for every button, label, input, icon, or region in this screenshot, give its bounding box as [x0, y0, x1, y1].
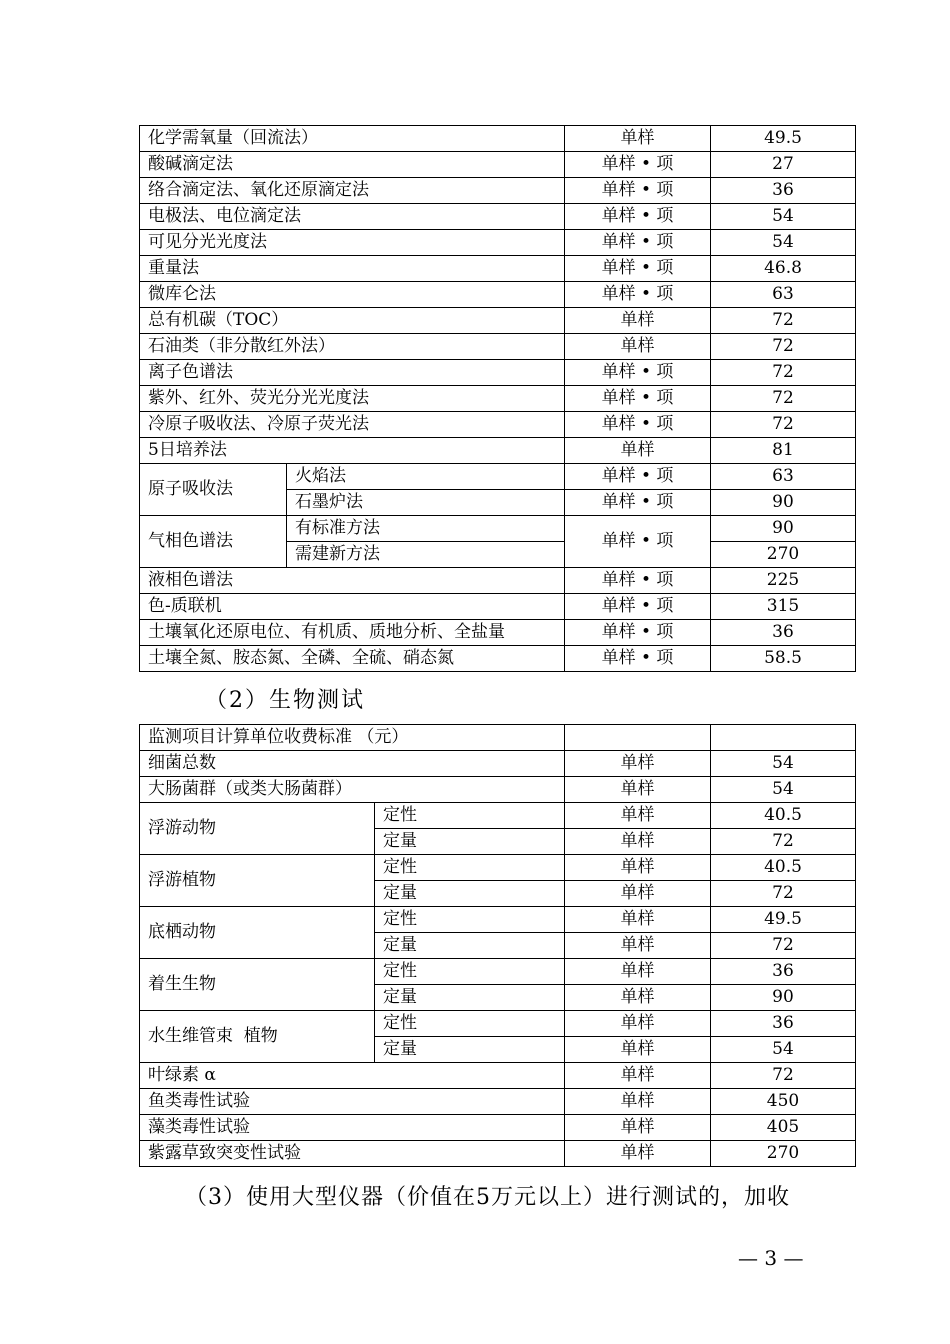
- table-row: [140, 438, 856, 464]
- group-label: 浮游动物: [140, 803, 375, 855]
- unit-cell: 单样 • 项: [565, 594, 711, 620]
- empty-cell: [711, 725, 856, 751]
- price-cell: 54: [711, 751, 856, 777]
- table-row: [140, 126, 856, 152]
- unit-cell: 单样: [565, 959, 711, 985]
- table-row: [140, 516, 856, 542]
- unit-cell: 单样: [565, 1115, 711, 1141]
- gc-group-label: 气相色谱法: [140, 516, 287, 568]
- price-cell: 72: [711, 1063, 856, 1089]
- table-header-row: [140, 725, 856, 751]
- table-row: [140, 959, 856, 985]
- sub-type-cell: 定量: [375, 985, 565, 1011]
- unit-cell: 单样: [565, 1089, 711, 1115]
- unit-cell: 单样 • 项: [565, 490, 711, 516]
- price-cell: 27: [711, 152, 856, 178]
- table-row: [140, 230, 856, 256]
- chemical-fee-table-body: [140, 126, 856, 672]
- table-row: [140, 620, 856, 646]
- price-cell: 40.5: [711, 803, 856, 829]
- unit-cell: 单样: [565, 126, 711, 152]
- unit-cell: 单样 • 项: [565, 178, 711, 204]
- price-cell: 405: [711, 1115, 856, 1141]
- unit-cell: 单样 • 项: [565, 360, 711, 386]
- price-cell: 72: [711, 412, 856, 438]
- price-cell: 54: [711, 204, 856, 230]
- aas-sub-method: 石墨炉法: [287, 490, 565, 516]
- price-cell: 72: [711, 881, 856, 907]
- method-cell: 紫外、红外、荧光分光光度法: [140, 386, 565, 412]
- group-label: 水生维管束 植物: [140, 1011, 375, 1063]
- table-row: [140, 777, 856, 803]
- price-cell: 270: [711, 542, 856, 568]
- item-cell: 叶绿素 α: [140, 1063, 565, 1089]
- gc-sub-method: 需建新方法: [287, 542, 565, 568]
- price-cell: 54: [711, 1037, 856, 1063]
- price-cell: 36: [711, 620, 856, 646]
- group-label: 着生生物: [140, 959, 375, 1011]
- unit-cell: 单样 • 项: [565, 282, 711, 308]
- table-row: [140, 1115, 856, 1141]
- method-cell: 石油类（非分散红外法）: [140, 334, 565, 360]
- method-cell: 络合滴定法、氧化还原滴定法: [140, 178, 565, 204]
- price-cell: 450: [711, 1089, 856, 1115]
- unit-cell: 单样: [565, 777, 711, 803]
- bio-test-fee-table-body: [140, 725, 856, 1167]
- price-cell: 46.8: [711, 256, 856, 282]
- unit-cell: 单样: [565, 803, 711, 829]
- item-cell: 大肠菌群（或类大肠菌群）: [140, 777, 565, 803]
- method-cell: 电极法、电位滴定法: [140, 204, 565, 230]
- table-row: [140, 751, 856, 777]
- table-row: [140, 412, 856, 438]
- chemical-fee-table: [139, 125, 856, 672]
- table-row: [140, 1141, 856, 1167]
- price-cell: 36: [711, 178, 856, 204]
- table-header: 监测项目计算单位收费标准 （元）: [140, 725, 565, 751]
- table-row: [140, 568, 856, 594]
- unit-cell: 单样 • 项: [565, 412, 711, 438]
- unit-cell: 单样 • 项: [565, 646, 711, 672]
- item-cell: 鱼类毒性试验: [140, 1089, 565, 1115]
- table-row: [140, 178, 856, 204]
- unit-cell: 单样 • 项: [565, 256, 711, 282]
- table-row: [140, 855, 856, 881]
- table-row: [140, 308, 856, 334]
- sub-type-cell: 定性: [375, 1011, 565, 1037]
- unit-cell: 单样: [565, 308, 711, 334]
- price-cell: 315: [711, 594, 856, 620]
- method-cell: 冷原子吸收法、冷原子荧光法: [140, 412, 565, 438]
- page-number: — 3 —: [738, 1246, 804, 1270]
- price-cell: 40.5: [711, 855, 856, 881]
- unit-cell: 单样: [565, 829, 711, 855]
- price-cell: 72: [711, 308, 856, 334]
- unit-cell: 单样 • 项: [565, 230, 711, 256]
- sub-type-cell: 定性: [375, 907, 565, 933]
- item-cell: 紫露草致突变性试验: [140, 1141, 565, 1167]
- price-cell: 90: [711, 490, 856, 516]
- sub-type-cell: 定量: [375, 881, 565, 907]
- unit-cell: 单样 • 项: [565, 620, 711, 646]
- method-cell: 总有机碳（TOC）: [140, 308, 565, 334]
- table-row: [140, 1089, 856, 1115]
- table-row: [140, 803, 856, 829]
- price-cell: 49.5: [711, 907, 856, 933]
- unit-cell: 单样: [565, 881, 711, 907]
- price-cell: 72: [711, 360, 856, 386]
- table-row: [140, 256, 856, 282]
- price-cell: 225: [711, 568, 856, 594]
- price-cell: 58.5: [711, 646, 856, 672]
- table-row: [140, 204, 856, 230]
- table-row: [140, 386, 856, 412]
- method-cell: 土壤全氮、胺态氮、全磷、全硫、硝态氮: [140, 646, 565, 672]
- price-cell: 54: [711, 230, 856, 256]
- sub-type-cell: 定性: [375, 803, 565, 829]
- unit-cell: 单样: [565, 1141, 711, 1167]
- sub-type-cell: 定性: [375, 855, 565, 881]
- unit-cell: 单样: [565, 985, 711, 1011]
- price-cell: 63: [711, 282, 856, 308]
- sub-type-cell: 定量: [375, 1037, 565, 1063]
- unit-cell: 单样 • 项: [565, 386, 711, 412]
- gc-sub-method: 有标准方法: [287, 516, 565, 542]
- table-row: [140, 152, 856, 178]
- table-row: [140, 907, 856, 933]
- method-cell: 微库仑法: [140, 282, 565, 308]
- group-label: 底栖动物: [140, 907, 375, 959]
- table-row: [140, 464, 856, 490]
- price-cell: 90: [711, 985, 856, 1011]
- paragraph-large-instrument: （3）使用大型仪器（价值在5万元以上）进行测试的，加收: [185, 1185, 790, 1210]
- unit-cell: 单样: [565, 907, 711, 933]
- method-cell: 液相色谱法: [140, 568, 565, 594]
- sub-type-cell: 定量: [375, 829, 565, 855]
- table-row: [140, 360, 856, 386]
- price-cell: 63: [711, 464, 856, 490]
- sub-type-cell: 定性: [375, 959, 565, 985]
- price-cell: 72: [711, 386, 856, 412]
- price-cell: 49.5: [711, 126, 856, 152]
- table-row: [140, 594, 856, 620]
- aas-group-label: 原子吸收法: [140, 464, 287, 516]
- price-cell: 90: [711, 516, 856, 542]
- group-label: 浮游植物: [140, 855, 375, 907]
- price-cell: 72: [711, 334, 856, 360]
- unit-cell: 单样: [565, 751, 711, 777]
- unit-cell: 单样 • 项: [565, 204, 711, 230]
- item-cell: 藻类毒性试验: [140, 1115, 565, 1141]
- empty-cell: [565, 725, 711, 751]
- unit-cell: 单样: [565, 334, 711, 360]
- table-row: [140, 1011, 856, 1037]
- method-cell: 5日培养法: [140, 438, 565, 464]
- price-cell: 270: [711, 1141, 856, 1167]
- price-cell: 72: [711, 829, 856, 855]
- sub-type-cell: 定量: [375, 933, 565, 959]
- unit-cell: 单样 • 项: [565, 152, 711, 178]
- table-row: [140, 282, 856, 308]
- aas-sub-method: 火焰法: [287, 464, 565, 490]
- unit-cell: 单样: [565, 933, 711, 959]
- unit-cell: 单样 • 项: [565, 516, 711, 568]
- table-row: [140, 646, 856, 672]
- price-cell: 36: [711, 1011, 856, 1037]
- price-cell: 72: [711, 933, 856, 959]
- method-cell: 离子色谱法: [140, 360, 565, 386]
- price-cell: 81: [711, 438, 856, 464]
- bio-test-fee-table: [139, 724, 856, 1167]
- method-cell: 化学需氧量（回流法）: [140, 126, 565, 152]
- unit-cell: 单样: [565, 1037, 711, 1063]
- item-cell: 细菌总数: [140, 751, 565, 777]
- method-cell: 可见分光光度法: [140, 230, 565, 256]
- method-cell: 重量法: [140, 256, 565, 282]
- table-row: [140, 1063, 856, 1089]
- price-cell: 54: [711, 777, 856, 803]
- unit-cell: 单样 • 项: [565, 568, 711, 594]
- section-heading-bio-test: （2）生物测试: [205, 688, 365, 713]
- method-cell: 色-质联机: [140, 594, 565, 620]
- table-row: [140, 334, 856, 360]
- unit-cell: 单样 • 项: [565, 464, 711, 490]
- method-cell: 土壤氧化还原电位、有机质、质地分析、全盐量: [140, 620, 565, 646]
- price-cell: 36: [711, 959, 856, 985]
- unit-cell: 单样: [565, 438, 711, 464]
- method-cell: 酸碱滴定法: [140, 152, 565, 178]
- unit-cell: 单样: [565, 1063, 711, 1089]
- unit-cell: 单样: [565, 855, 711, 881]
- unit-cell: 单样: [565, 1011, 711, 1037]
